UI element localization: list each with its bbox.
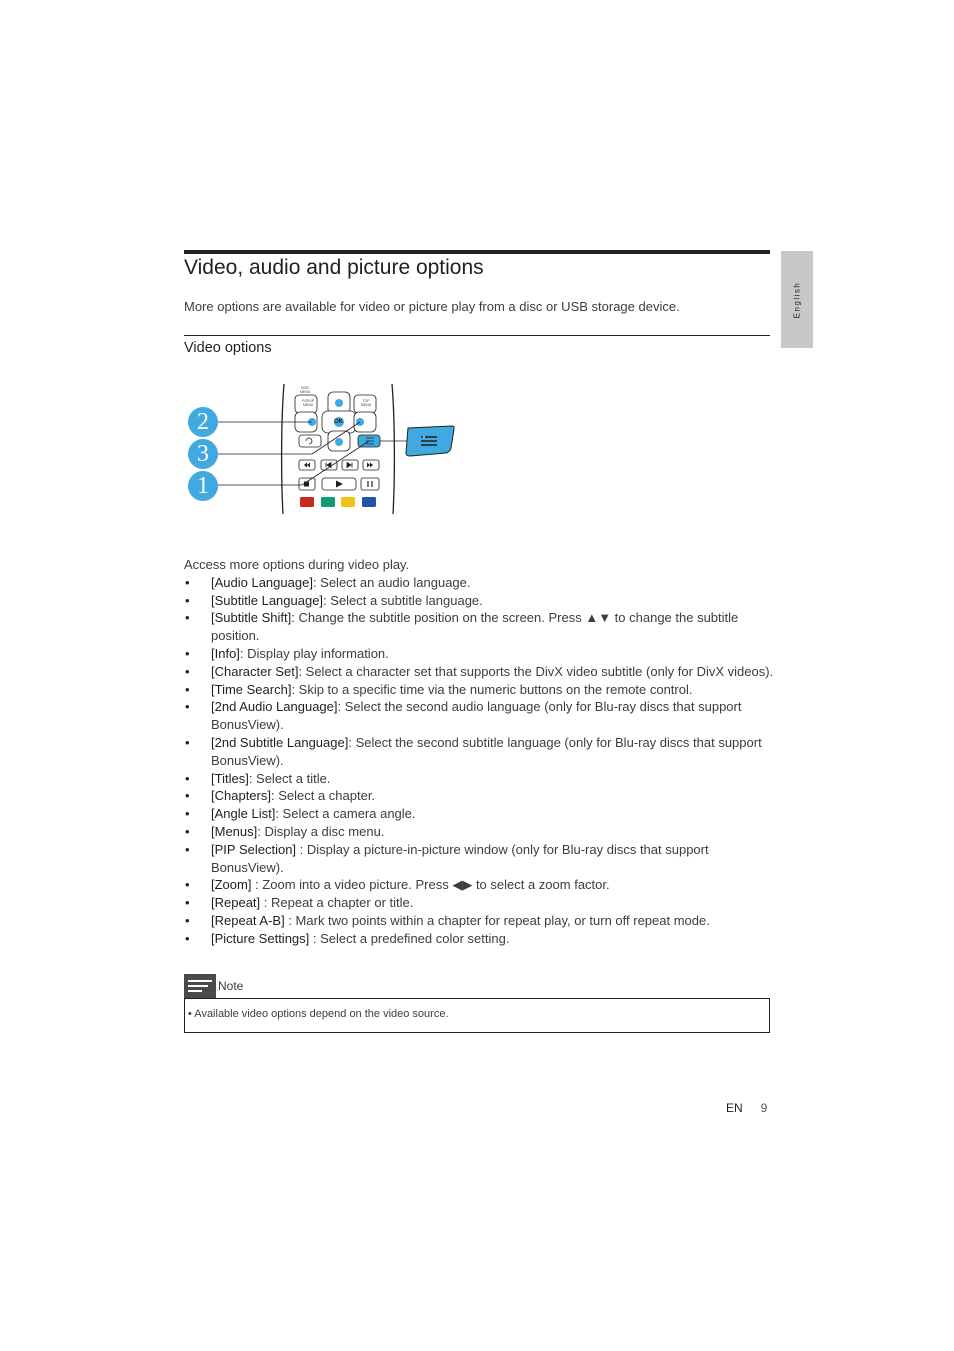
option-name: [PIP Selection] (211, 841, 297, 857)
top-rule (184, 250, 770, 254)
option-item (184, 592, 774, 610)
option-name: [Audio Language] (211, 574, 313, 590)
option-name: [Character Set] (211, 663, 299, 679)
option-name: [Picture Settings] (211, 930, 310, 946)
note-icon (184, 974, 216, 998)
language-tab (781, 251, 813, 348)
option-name: [Repeat A-B] (211, 912, 285, 928)
option-name: [2nd Subtitle Language] (211, 734, 349, 750)
option-description: : Display play information. (239, 645, 389, 661)
option-item (184, 912, 774, 930)
option-description: : Select a title. (248, 770, 331, 786)
callout-1: 1 (188, 471, 218, 501)
option-name: [Angle List] (211, 806, 276, 822)
option-item (184, 698, 774, 734)
option-item (184, 770, 774, 788)
option-item (184, 876, 774, 894)
intro-text: More options are available for video or picture play from a disc or USB storage device. (184, 299, 680, 314)
note-text: • Available video options depend on the video source. (188, 1008, 449, 1020)
option-description: : Change the subtitle position on the screen. Press ▲▼ to change the subtitle position. (211, 610, 739, 644)
disc-menu-label: DISC MENU (300, 386, 311, 394)
option-item (184, 645, 774, 663)
page-number: 9 (760, 1101, 768, 1115)
option-item (184, 930, 774, 948)
top-menu-label: TOP MENU (361, 399, 372, 407)
note-label: Note (218, 979, 244, 993)
page-footer (726, 1101, 767, 1115)
language-tab-label: English (792, 281, 802, 318)
option-description: : Select the second audio language (only for Blu-ray discs that support BonusView). (211, 699, 742, 733)
option-description: : Skip to a specific time via the numeric buttons on the remote control. (291, 681, 693, 697)
option-name: [Info] (211, 645, 240, 661)
option-name: [2nd Audio Language] (211, 699, 338, 715)
section-divider (184, 335, 770, 336)
option-item (184, 823, 774, 841)
option-name: [Menus] (211, 823, 258, 839)
option-item (184, 663, 774, 681)
option-name: [Time Search] (211, 681, 292, 697)
popup-menu-label: POPUP MENU (302, 399, 315, 407)
section-title: Video options (184, 340, 272, 356)
callout-2: 2 (188, 407, 218, 437)
option-name: [Subtitle Shift] (211, 610, 292, 626)
option-description: : Select a predefined color setting. (309, 930, 510, 946)
option-description: : Select a subtitle language. (323, 592, 483, 608)
option-item (184, 805, 774, 823)
option-item (184, 734, 774, 770)
option-description: : Repeat a chapter or title. (260, 895, 414, 911)
footer-language: EN (726, 1101, 743, 1115)
option-description: : Select an audio language. (312, 574, 471, 590)
option-name: [Chapters] (211, 788, 271, 804)
options-section (184, 556, 774, 948)
option-description: : Zoom into a video picture. Press ◀▶ to select a zoom factor. (251, 877, 610, 893)
option-description: : Select a chapter. (270, 788, 376, 804)
remote-control-drawing (184, 380, 464, 520)
option-description: : Display a picture-in-picture window (only for Blu-ray discs that support BonusView). (211, 841, 709, 875)
option-item (184, 609, 774, 645)
options-lead: Access more options during video play. (184, 557, 410, 572)
option-item (184, 787, 774, 805)
option-name: [Titles] (211, 770, 249, 786)
option-description: : Select a character set that supports the DivX video subtitle (only for DivX videos). (298, 663, 774, 679)
option-description: : Mark two points within a chapter for repeat play, or turn off repeat mode. (284, 912, 710, 928)
option-name: [Repeat] (211, 895, 261, 911)
option-item (184, 841, 774, 877)
option-item (184, 894, 774, 912)
callout-3: 3 (188, 439, 218, 469)
note-box (184, 998, 770, 1033)
option-name: [Zoom] (211, 877, 252, 893)
option-description: : Display a disc menu. (257, 823, 385, 839)
option-item (184, 681, 774, 699)
option-description: : Select a camera angle. (275, 806, 416, 822)
options-list (184, 574, 774, 948)
page-title: Video, audio and picture options (184, 256, 484, 279)
option-description: : Select the second subtitle language (only for Blu-ray discs that support BonusView). (211, 734, 762, 768)
remote-control-figure (184, 380, 464, 520)
option-name: [Subtitle Language] (211, 592, 324, 608)
ok-label: OK (334, 419, 343, 425)
option-item (184, 574, 774, 592)
